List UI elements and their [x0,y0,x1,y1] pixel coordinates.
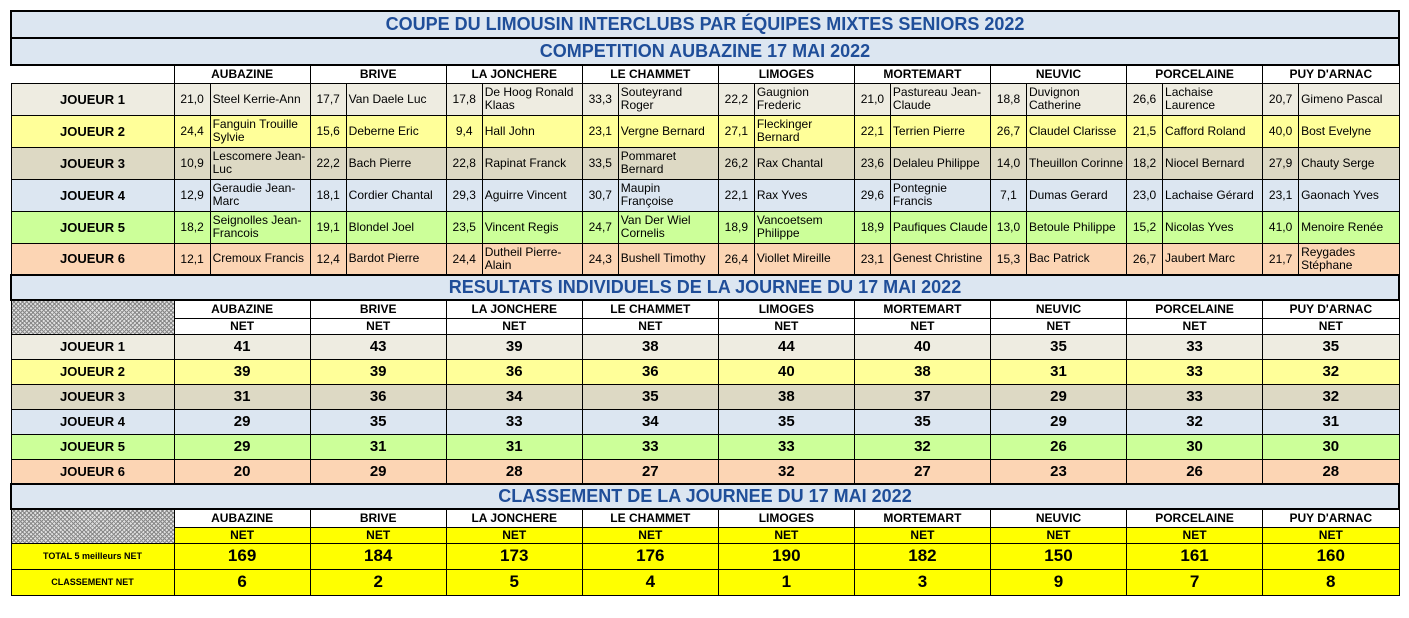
club-header: MORTEMART [854,65,990,83]
club-header: PUY D'ARNAC [1263,509,1399,527]
net-score: 38 [582,334,718,359]
handicap-value: 23,6 [854,147,890,179]
net-score: 29 [174,409,310,434]
net-label: NET [582,318,718,334]
club-header: AUBAZINE [174,509,310,527]
club-header: NEUVIC [990,65,1126,83]
table-row [11,275,1399,300]
table-row [11,334,1399,359]
net-score: 35 [718,409,854,434]
net-score: 29 [174,434,310,459]
net-score: 39 [310,359,446,384]
table-row [11,179,1399,211]
player-name: Pontegnie Francis [890,179,990,211]
table-row [11,434,1399,459]
ranking-value: 4 [582,569,718,595]
handicap-value: 24,4 [446,243,482,275]
club-header: AUBAZINE [174,65,310,83]
player-name: Reygades Stéphane [1299,243,1399,275]
handicap-value: 18,1 [310,179,346,211]
net-label: NET [174,527,310,543]
player-label: JOUEUR 1 [11,334,174,359]
total-score: 161 [1127,543,1263,569]
net-score: 31 [310,434,446,459]
handicap-value: 26,6 [1127,83,1163,115]
player-name: Seignolles Jean-Francois [210,211,310,243]
net-score: 30 [1263,434,1399,459]
handicap-value: 17,8 [446,83,482,115]
handicap-value: 18,9 [718,211,754,243]
net-score: 39 [446,334,582,359]
handicap-value: 24,7 [582,211,618,243]
handicap-value: 27,9 [1263,147,1299,179]
ranking-value: 8 [1263,569,1399,595]
club-header: NEUVIC [990,300,1126,318]
player-name: Terrien Pierre [890,115,990,147]
total-score: 173 [446,543,582,569]
player-name: Jaubert Marc [1163,243,1263,275]
net-score: 30 [1127,434,1263,459]
player-label: JOUEUR 4 [11,409,174,434]
handicap-value: 22,2 [310,147,346,179]
ranking-value: 6 [174,569,310,595]
club-header: PUY D'ARNAC [1263,65,1399,83]
player-name: Paufiques Claude [890,211,990,243]
handicap-value: 10,9 [174,147,210,179]
club-header: MORTEMART [854,509,990,527]
handicap-value: 15,3 [990,243,1026,275]
player-name: De Hoog Ronald Klaas [482,83,582,115]
net-score: 38 [854,359,990,384]
net-score: 29 [310,459,446,484]
handicap-value: 18,2 [174,211,210,243]
net-score: 34 [582,409,718,434]
player-name: Nicolas Yves [1163,211,1263,243]
club-header: LIMOGES [718,300,854,318]
net-label: NET [718,318,854,334]
club-header: PORCELAINE [1127,509,1263,527]
player-name: Cremoux Francis [210,243,310,275]
club-header: LE CHAMMET [582,300,718,318]
club-header: LIMOGES [718,65,854,83]
handicap-value: 23,1 [582,115,618,147]
player-name: Vincent Regis [482,211,582,243]
total-score: 160 [1263,543,1399,569]
ranking-value: 1 [718,569,854,595]
player-label: JOUEUR 6 [11,243,174,275]
club-header: LIMOGES [718,509,854,527]
net-score: 28 [446,459,582,484]
handicap-value: 23,5 [446,211,482,243]
player-name: Bardot Pierre [346,243,446,275]
net-score: 27 [582,459,718,484]
net-score: 36 [446,359,582,384]
net-score: 35 [990,334,1126,359]
total-score: 176 [582,543,718,569]
player-name: Rax Yves [754,179,854,211]
player-name: Gaonach Yves [1299,179,1399,211]
net-score: 28 [1263,459,1399,484]
club-header: LE CHAMMET [582,509,718,527]
handicap-value: 18,8 [990,83,1026,115]
club-header: MORTEMART [854,300,990,318]
club-header: BRIVE [310,509,446,527]
total-label: TOTAL 5 meilleurs NET [11,543,174,569]
net-score: 31 [446,434,582,459]
net-label: NET [446,318,582,334]
table-row [11,38,1399,65]
table-row [11,11,1399,38]
ranking-label: CLASSEMENT NET [11,569,174,595]
table-row [11,409,1399,434]
total-score: 182 [854,543,990,569]
table-row [11,384,1399,409]
net-label: NET [310,527,446,543]
net-score: 35 [854,409,990,434]
net-score: 33 [1127,334,1263,359]
player-name: Souteyrand Roger [618,83,718,115]
handicap-value: 26,7 [990,115,1026,147]
net-score: 36 [310,384,446,409]
net-label: NET [1127,527,1263,543]
net-score: 35 [1263,334,1399,359]
handicap-value: 18,9 [854,211,890,243]
handicap-value: 22,2 [718,83,754,115]
handicap-value: 24,3 [582,243,618,275]
total-score: 169 [174,543,310,569]
player-name: Cafford Roland [1163,115,1263,147]
sheet-title: COUPE DU LIMOUSIN INTERCLUBS PAR ÉQUIPES MIXTES SENIORS 2022 [11,11,1399,38]
table-row [11,543,1399,569]
handicap-value: 21,0 [854,83,890,115]
player-label: JOUEUR 6 [11,459,174,484]
handicap-value: 23,0 [1127,179,1163,211]
net-score: 44 [718,334,854,359]
net-score: 32 [1263,359,1399,384]
table-row [11,484,1399,509]
net-score: 33 [446,409,582,434]
net-score: 37 [854,384,990,409]
handicap-value: 29,3 [446,179,482,211]
handicap-value: 12,9 [174,179,210,211]
player-name: Pommaret Bernard [618,147,718,179]
player-name: Maupin Françoise [618,179,718,211]
total-score: 184 [310,543,446,569]
net-score: 29 [990,384,1126,409]
handicap-value: 22,1 [854,115,890,147]
club-header: PUY D'ARNAC [1263,300,1399,318]
handicap-value: 33,5 [582,147,618,179]
net-label: NET [1263,318,1399,334]
player-name: Chauty Serge [1299,147,1399,179]
net-score: 40 [718,359,854,384]
handicap-value: 26,7 [1127,243,1163,275]
player-label: JOUEUR 3 [11,384,174,409]
player-name: Vergne Bernard [618,115,718,147]
ranking-value: 9 [990,569,1126,595]
player-name: Vancoetsem Philippe [754,211,854,243]
club-header: AUBAZINE [174,300,310,318]
net-label: NET [582,527,718,543]
net-score: 32 [1127,409,1263,434]
ranking-value: 2 [310,569,446,595]
player-label: JOUEUR 2 [11,115,174,147]
player-label: JOUEUR 4 [11,179,174,211]
handicap-value: 14,0 [990,147,1026,179]
competition-title: COMPETITION AUBAZINE 17 MAI 2022 [11,38,1399,65]
player-name: Bushell Timothy [618,243,718,275]
net-score: 29 [990,409,1126,434]
player-name: Cordier Chantal [346,179,446,211]
table-row [11,147,1399,179]
handicap-value: 12,1 [174,243,210,275]
net-score: 41 [174,334,310,359]
player-label: JOUEUR 1 [11,83,174,115]
net-score: 34 [446,384,582,409]
club-header: PORCELAINE [1127,300,1263,318]
handicap-value: 33,3 [582,83,618,115]
player-name: Blondel Joel [346,211,446,243]
net-score: 26 [990,434,1126,459]
handicap-value: 21,5 [1127,115,1163,147]
player-label: JOUEUR 2 [11,359,174,384]
player-name: Geraudie Jean-Marc [210,179,310,211]
player-name: Dutheil Pierre-Alain [482,243,582,275]
table-row [11,359,1399,384]
net-score: 43 [310,334,446,359]
handicap-value: 21,0 [174,83,210,115]
net-score: 31 [990,359,1126,384]
net-label: NET [310,318,446,334]
player-name: Lachaise Gérard [1163,179,1263,211]
net-score: 33 [582,434,718,459]
player-name: Deberne Eric [346,115,446,147]
handicap-value: 23,1 [854,243,890,275]
net-score: 38 [718,384,854,409]
player-name: Gimeno Pascal [1299,83,1399,115]
player-name: Lachaise Laurence [1163,83,1263,115]
player-name: Bac Patrick [1026,243,1126,275]
ranking-value: 5 [446,569,582,595]
player-label: JOUEUR 5 [11,211,174,243]
table-row [11,83,1399,115]
results-table [10,10,1400,596]
handicap-value: 30,7 [582,179,618,211]
hatched-cell [11,509,174,543]
player-name: Pastureau Jean-Claude [890,83,990,115]
player-name: Hall John [482,115,582,147]
total-score: 190 [718,543,854,569]
net-score: 33 [1127,359,1263,384]
handicap-value: 40,0 [1263,115,1299,147]
player-name: Bach Pierre [346,147,446,179]
blank-cell [11,65,174,83]
handicap-value: 13,0 [990,211,1026,243]
table-row [11,569,1399,595]
net-label: NET [1127,318,1263,334]
club-header: LA JONCHERE [446,509,582,527]
handicap-value: 15,6 [310,115,346,147]
player-name: Lescomere Jean-Luc [210,147,310,179]
section-title-ranking: CLASSEMENT DE LA JOURNEE DU 17 MAI 2022 [11,484,1399,509]
table-row [11,65,1399,83]
player-label: JOUEUR 3 [11,147,174,179]
player-name: Fleckinger Bernard [754,115,854,147]
player-name: Theuillon Corinne [1026,147,1126,179]
handicap-value: 22,8 [446,147,482,179]
net-score: 35 [310,409,446,434]
player-name: Dumas Gerard [1026,179,1126,211]
player-name: Steel Kerrie-Ann [210,83,310,115]
net-label: NET [446,527,582,543]
handicap-value: 19,1 [310,211,346,243]
net-label: NET [854,318,990,334]
table-row [11,211,1399,243]
player-name: Aguirre Vincent [482,179,582,211]
handicap-value: 18,2 [1127,147,1163,179]
hatched-cell [11,300,174,334]
handicap-value: 24,4 [174,115,210,147]
player-name: Niocel Bernard [1163,147,1263,179]
handicap-value: 20,7 [1263,83,1299,115]
handicap-value: 7,1 [990,179,1026,211]
table-row [11,459,1399,484]
handicap-value: 15,2 [1127,211,1163,243]
handicap-value: 22,1 [718,179,754,211]
handicap-value: 27,1 [718,115,754,147]
net-label: NET [174,318,310,334]
handicap-value: 12,4 [310,243,346,275]
net-score: 27 [854,459,990,484]
net-score: 35 [582,384,718,409]
spreadsheet [10,10,1400,596]
player-name: Duvignon Catherine [1026,83,1126,115]
player-name: Rapinat Franck [482,147,582,179]
table-row [11,115,1399,147]
player-name: Gaugnion Frederic [754,83,854,115]
club-header: LA JONCHERE [446,300,582,318]
player-name: Fanguin Trouille Sylvie [210,115,310,147]
ranking-value: 3 [854,569,990,595]
net-score: 23 [990,459,1126,484]
net-label: NET [990,527,1126,543]
player-name: Rax Chantal [754,147,854,179]
player-name: Viollet Mireille [754,243,854,275]
net-score: 32 [1263,384,1399,409]
net-score: 31 [174,384,310,409]
table-row [11,318,1399,334]
section-title-results: RESULTATS INDIVIDUELS DE LA JOURNEE DU 17 MAI 2022 [11,275,1399,300]
handicap-value: 9,4 [446,115,482,147]
net-score: 32 [854,434,990,459]
total-score: 150 [990,543,1126,569]
net-score: 33 [1127,384,1263,409]
club-header: LA JONCHERE [446,65,582,83]
player-name: Bost Evelyne [1299,115,1399,147]
player-name: Van Daele Luc [346,83,446,115]
net-score: 36 [582,359,718,384]
club-header: PORCELAINE [1127,65,1263,83]
net-score: 26 [1127,459,1263,484]
handicap-value: 23,1 [1263,179,1299,211]
table-row [11,509,1399,527]
net-score: 40 [854,334,990,359]
handicap-value: 26,4 [718,243,754,275]
net-label: NET [854,527,990,543]
net-score: 20 [174,459,310,484]
player-name: Genest Christine [890,243,990,275]
player-name: Menoire Renée [1299,211,1399,243]
net-score: 39 [174,359,310,384]
net-score: 31 [1263,409,1399,434]
table-row [11,527,1399,543]
net-label: NET [1263,527,1399,543]
net-score: 33 [718,434,854,459]
player-name: Delaleu Philippe [890,147,990,179]
club-header: NEUVIC [990,509,1126,527]
club-header: BRIVE [310,65,446,83]
handicap-value: 29,6 [854,179,890,211]
player-name: Betoule Philippe [1026,211,1126,243]
club-header: LE CHAMMET [582,65,718,83]
net-score: 32 [718,459,854,484]
handicap-value: 21,7 [1263,243,1299,275]
table-row [11,300,1399,318]
handicap-value: 26,2 [718,147,754,179]
ranking-value: 7 [1127,569,1263,595]
handicap-value: 17,7 [310,83,346,115]
net-label: NET [718,527,854,543]
table-row [11,243,1399,275]
club-header: BRIVE [310,300,446,318]
player-name: Van Der Wiel Cornelis [618,211,718,243]
player-name: Claudel Clarisse [1026,115,1126,147]
handicap-value: 41,0 [1263,211,1299,243]
net-label: NET [990,318,1126,334]
player-label: JOUEUR 5 [11,434,174,459]
